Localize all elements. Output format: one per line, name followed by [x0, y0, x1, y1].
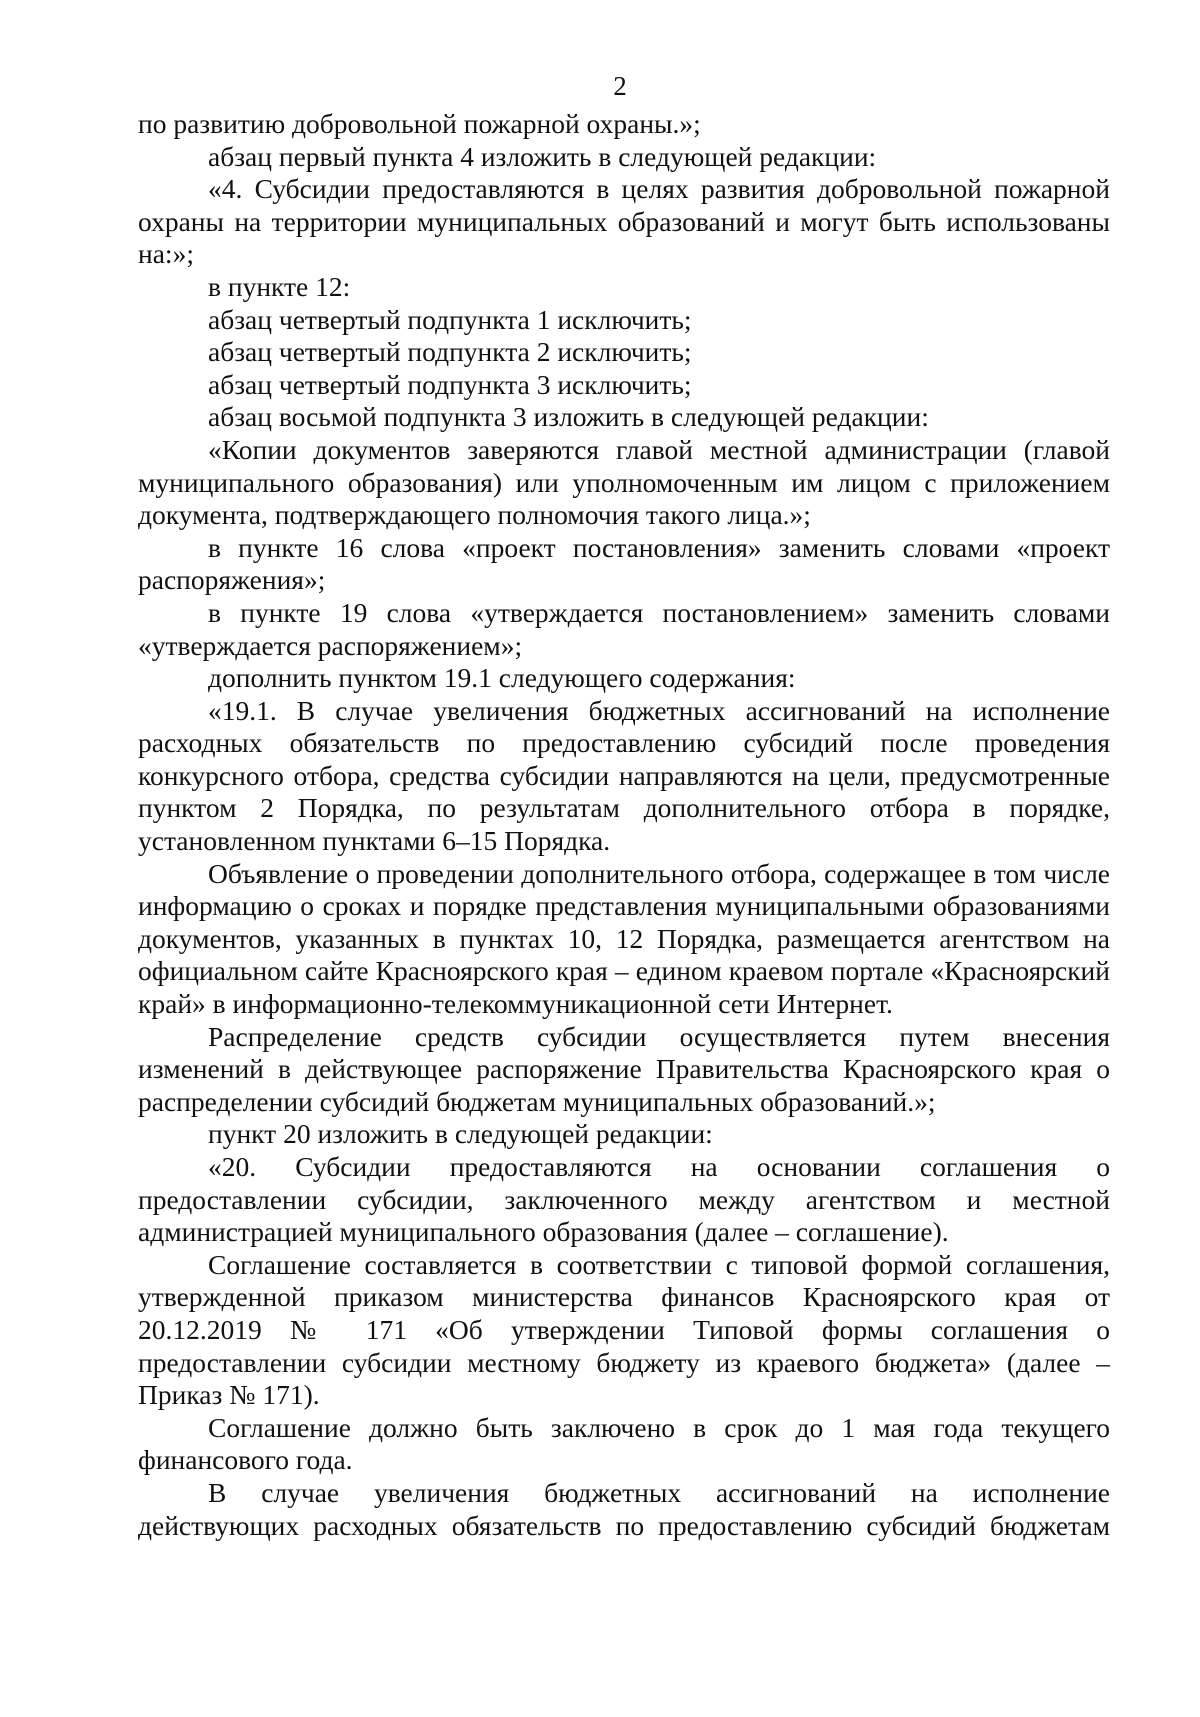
paragraph: «4. Субсидии предоставляются в целях развития добровольной пожарной охраны на территории муниципальных образований и могут быть использованы на:»; [138, 173, 1110, 270]
paragraph: Соглашение должно быть заключено в срок до 1 мая года текущего финансового года. [138, 1411, 1110, 1476]
paragraph: Объявление о проведении дополнительного отбора, содержащее в том числе информацию о сроках и порядке представления муниципальными образованиями документов, указанных в пунктах 10, 12 Порядка, размещается агентством на официальном сайте Красноярского края – едином краевом портале «Красноярский край» в информационно-телекоммуникационной сети Интернет. [138, 857, 1110, 1020]
document-body [138, 108, 1110, 1542]
paragraph: «19.1. В случае увеличения бюджетных ассигнований на исполнение расходных обязательств по предоставлению субсидий после проведения конкурсного отбора, средства субсидии направляются на цели, предусмотренные пунктом 2 Порядка, по результатам дополнительного отбора в порядке, установленном пунктами 6–15 Порядка. [138, 694, 1110, 857]
paragraph: В случае увеличения бюджетных ассигнований на исполнение действующих расходных обязательств по предоставлению субсидий бюджетам [138, 1476, 1110, 1541]
paragraph: абзац первый пункта 4 изложить в следующей редакции: [208, 140, 877, 172]
paragraph: в пункте 19 слова «утверждается постановлением» заменить словами «утверждается распоряжением»; [138, 596, 1110, 661]
paragraph: абзац четвертый подпункта 2 исключить; [208, 336, 692, 368]
paragraph: в пункте 16 слова «проект постановления» заменить словами «проект распоряжения»; [138, 531, 1110, 596]
paragraph: дополнить пунктом 19.1 следующего содержания: [208, 662, 796, 694]
paragraph: «20. Субсидии предоставляются на основании соглашения о предоставлении субсидии, заключенного между агентством и местной администрацией муниципального образования (далее – соглашение). [138, 1151, 1110, 1248]
paragraph: Распределение средств субсидии осуществляется путем внесения изменений в действующее распоряжение Правительства Красноярского края о распределении субсидий бюджетам муниципальных образований.»; [138, 1020, 1110, 1117]
paragraph: абзац четвертый подпункта 3 исключить; [208, 368, 692, 400]
paragraph: пункт 20 изложить в следующей редакции: [208, 1118, 713, 1150]
paragraph: Соглашение составляется в соответствии с типовой формой соглашения, утвержденной приказом министерства финансов Красноярского края от 20.12.2019 № 171 «Об утверждении Типовой формы соглашения о предоставлении субсидии местному бюджету из краевого бюджета» (далее – Приказ № 171). [138, 1248, 1110, 1411]
paragraph: в пункте 12: [208, 270, 351, 302]
page-number: 2 [613, 71, 627, 101]
paragraph: абзац восьмой подпункта 3 изложить в следующей редакции: [208, 401, 929, 433]
paragraph: «Копии документов заверяются главой местной администрации (главой муниципального образования) или уполномоченным им лицом с приложением документа, подтверждающего полномочия такого лица.»; [138, 433, 1110, 531]
paragraph: по развитию добровольной пожарной охраны.»; [138, 108, 701, 139]
paragraph: абзац четвертый подпункта 1 исключить; [208, 303, 692, 335]
